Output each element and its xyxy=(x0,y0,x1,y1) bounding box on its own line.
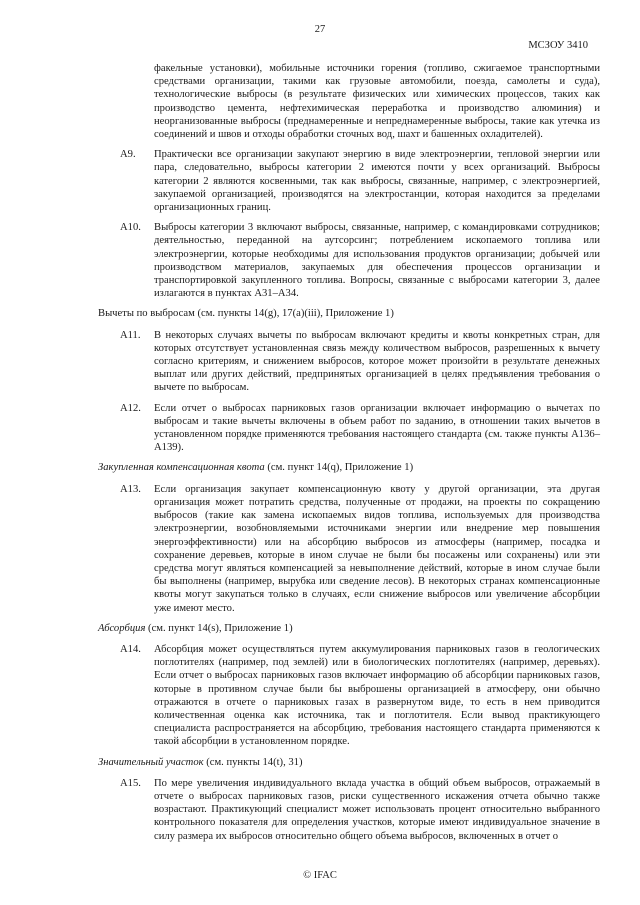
paragraph-a12 xyxy=(110,402,600,455)
paragraph-number: A11. xyxy=(120,329,141,341)
paragraph-number: A12. xyxy=(120,402,141,414)
paragraph-number: A9. xyxy=(120,149,136,161)
heading-reference: (см. пункт 14(q), Приложение 1) xyxy=(264,462,414,474)
paragraph-a10 xyxy=(110,221,600,300)
paragraph-text: Если отчет о выбросах парниковых газов организации включает информацию о вычетах по выбросам и такие вычеты включены в объем работ по заданию, в отношении таких вычетов в установленном порядке применяются требования настоящего стандарта (см. также пункты A136–A139). xyxy=(154,402,600,454)
paragraph-text: Абсорбция может осуществляться путем аккумулирования парниковых газов в геологических поглотителях (например, под землей) или в биологических поглотителях (например, деревьях). Если отчет о выбросах парниковых газов включает информацию об абсорбции парниковых газов, которые в противном случае были бы выброшены организацией в атмосферу, они обычно отражаются в отчете о парниковых газах в развернутом виде, то есть в нем приводится количественная оценка как источника, так и поглотителя. Если вывод практикующего специалиста распространяется на абсорбцию, требования настоящего стандарта применяются к такой абсорбции в установленном порядке. xyxy=(154,643,600,748)
paragraph-a14 xyxy=(110,643,600,749)
heading-reference: (см. пункты 14(t), 31) xyxy=(203,756,303,768)
document-code: МСЗОУ 3410 xyxy=(528,40,588,51)
paragraph-number: A10. xyxy=(120,222,141,234)
intro-continuation: факельные установки), мобильные источники горения (топливо, сжигаемое транспортными средствами организации, такими как грузовые автомобили, поезда, самолеты и суда), технологические выбросы (в результате физических или химических процессов, таких как производство цемента, нефтехимическая переработка и производство алюминия) и неорганизованные выбросы (преднамеренные и непреднамеренные выбросы, такие как утечка из соединений и швов и отходы обработки сточных вод, шахт и башенных охладителей). xyxy=(154,63,600,141)
section-heading-offsets xyxy=(98,307,600,320)
heading-prefix: Вычеты по выбросам xyxy=(98,308,195,320)
page-number: 27 xyxy=(314,24,326,35)
paragraph-a15 xyxy=(110,777,600,843)
paragraph-number: A14. xyxy=(120,643,141,655)
heading-reference: (см. пункты 14(g), 17(a)(iii), Приложение 1) xyxy=(194,308,394,320)
section-heading-absorption xyxy=(98,622,600,635)
paragraph-text: Если организация закупает компенсационную квоту у другой организации, эта другая организация может потратить средства, полученные от продажи, на проекты по сокращению выбросов (такие как замена ископаемых видов топлива, используемых для производства электроэнергии, возобновляемыми источниками энергии или внедрение мер повышения энергоэффективности) или на абсорбцию выбросов из атмосферы (например, посадка и сохранение деревьев, которые в ином случае не были бы посажены или сохранены) или эти средства могут являться компенсацией за невыполнение действий, которые в ином случае были бы выполнены (например, вырубка или сведение лесов). В некоторых странах компенсационные квоты могут закупаться только в случаях, если снижение выбросов или увеличение абсорбции уже имеют место. xyxy=(154,483,600,614)
paragraph-text: По мере увеличения индивидуального вклада участка в общий объем выбросов, отражаемый в отчете о выбросах парниковых газов, риски существенного искажения отчета обычно также возрастают. Практикующий специалист может использовать процент относительно выбранного контрольного показателя для определения участков, которые имеют индивидуальное значение в силу размера их выбросов относительно общего объема выбросов, включенных в отчет о xyxy=(154,777,600,842)
heading-reference: (см. пункт 14(s), Приложение 1) xyxy=(145,622,293,634)
paragraph-number: A15. xyxy=(120,777,141,789)
paragraph-text: Практически все организации закупают энергию в виде электроэнергии, тепловой энергии или пара, следовательно, выбросы категории 2 имеются почти у всех организаций. Выбросы категории 2 являются косвенными, так как выбросы, связанные, например, с электроэнергией, закупаемой организацией, производятся на электростанции, которая находится за пределами организационных границ. xyxy=(154,149,600,214)
paragraph-number: A13. xyxy=(120,483,141,495)
paragraph-a9 xyxy=(110,148,600,214)
document-body xyxy=(98,62,600,850)
paragraph-text: В некоторых случаях вычеты по выбросам включают кредиты и квоты конкретных стран, для которых отсутствует установленная связь между количеством выбросов, разрешенных к вычету согласно критериям, и снижением выбросов, которое может произойти в результате денежных выплат или других действий, предпринятых организацией в целях предъявления требования о вычете по выбросам. xyxy=(154,329,600,394)
heading-italic: Значительный участок xyxy=(98,756,204,768)
paragraph-text: Выбросы категории 3 включают выбросы, связанные, например, с командировками сотрудников; деятельностью, переданной на аутсорсинг; потреблением ископаемого топлива или электроэнергии, которые необходимы для использования продуктов организации; добычей или производством материалов, закупаемых для обеспечения процессов организации и транспортировкой закупленного топлива. Вопросы, связанные с выбросами категории 3, далее излагаются в пунктах A31–A34. xyxy=(154,222,600,300)
heading-italic: Абсорбция xyxy=(98,622,146,634)
paragraph-a11 xyxy=(110,329,600,395)
paragraph-a13 xyxy=(110,483,600,615)
section-heading-purchased-quota xyxy=(98,461,600,474)
copyright-footer: © IFAC xyxy=(303,870,337,881)
section-heading-significant-facility xyxy=(98,756,600,769)
heading-italic: Закупленная компенсационная квота xyxy=(98,462,265,474)
